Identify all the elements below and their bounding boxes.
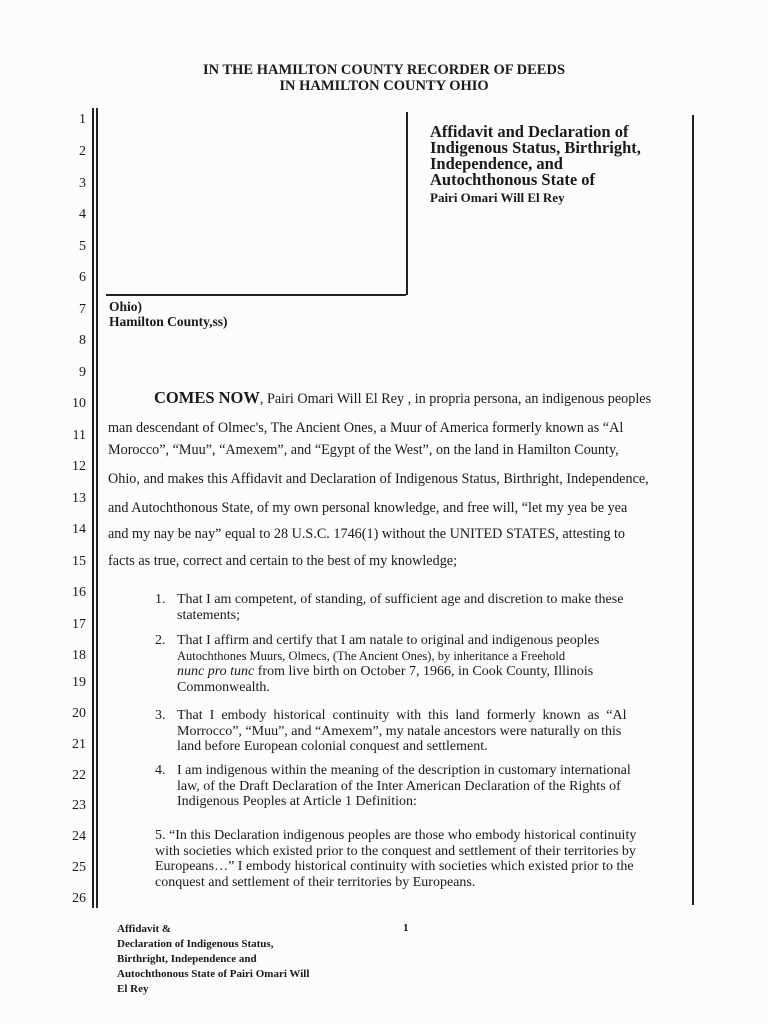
- body-line-3: Morocco”, “Muu”, “Amexem”, and “Egypt of the West”, on the land in Hamilton County,: [108, 442, 619, 458]
- list-item-text: That I affirm and certify that I am natale to original and indigenous peoples: [177, 633, 600, 648]
- list-item: [155, 592, 677, 623]
- line-number: 1: [79, 112, 86, 127]
- line-number: 5: [79, 239, 86, 254]
- line-number: 4: [79, 207, 86, 222]
- title-line3: Independence, and: [430, 154, 563, 173]
- court-header: [0, 62, 768, 94]
- list-item-text: That I embody historical continuity with this land formerly known as “Al: [177, 708, 627, 723]
- list-item-text: Commonwealth.: [177, 679, 270, 695]
- body-line-4: Ohio, and makes this Affidavit and Declaration of Indigenous Status, Birthright, Independence,: [108, 471, 649, 487]
- line-number: 14: [72, 522, 86, 537]
- body-line-1: [154, 388, 651, 408]
- list-item-text: with societies which existed prior to the conquest and settlement of their territories by: [155, 843, 636, 859]
- venue-county: Hamilton County,ss): [109, 314, 228, 329]
- list-item-text: law, of the Draft Declaration of the Inter American Declaration of the Rights of: [177, 778, 621, 794]
- list-item-text-rest: from live birth on October 7, 1966, in Cook County, Illinois: [254, 664, 594, 679]
- body-line-7: facts as true, correct and certain to the best of my knowledge;: [108, 553, 458, 569]
- list-item-text: I am indigenous within the meaning of the description in customary international: [177, 763, 631, 778]
- footer-line: Autochthonous State of Pairi Omari Will: [117, 968, 310, 980]
- list-item: [155, 763, 677, 810]
- footer-line: El Rey: [117, 983, 149, 995]
- line-number: 17: [72, 617, 86, 632]
- caption-box-bottom: [106, 294, 406, 296]
- list-item-text: “In this Declaration indigenous peoples are those who embody historical continuity: [169, 828, 637, 843]
- list-item: [155, 633, 677, 695]
- list-item-number: 1.: [155, 592, 166, 607]
- list-item-text: [177, 664, 677, 680]
- title-name: Pairi Omari Will El Rey: [430, 190, 565, 205]
- line-number: 18: [72, 648, 86, 663]
- list-item-number: 3.: [155, 708, 166, 723]
- title-line2: Indigenous Status, Birthright,: [430, 138, 641, 157]
- title-line4: Autochthonous State of: [430, 170, 596, 189]
- venue-state: Ohio): [109, 299, 143, 314]
- line-number: 10: [72, 396, 86, 411]
- list-item-number: 5.: [155, 828, 166, 843]
- line-number: 3: [79, 176, 86, 191]
- footer-line: Affidavit &: [117, 923, 172, 935]
- line-number: 12: [72, 459, 86, 474]
- venue-caption: [109, 299, 228, 329]
- list-item-text: statements;: [177, 607, 240, 623]
- footer-caption: [117, 922, 309, 997]
- line-number: 24: [72, 829, 86, 844]
- list-item: [155, 708, 687, 755]
- list-item: [155, 828, 685, 890]
- list-item-text: conquest and settlement of their territories by Europeans.: [155, 874, 476, 890]
- document-title: [430, 124, 690, 206]
- comes-now-heading: COMES NOW: [154, 388, 260, 407]
- list-item-text: Indigenous Peoples at Article 1 Definition:: [177, 794, 417, 809]
- line-number: 6: [79, 270, 86, 285]
- list-item-text: Morrocco”, “Muu”, and “Amexem”, my natale ancestors were naturally on this: [177, 723, 622, 739]
- list-item-text: Autochthones Muurs, Olmecs, (The Ancient Ones), by inheritance a Freehold: [177, 648, 566, 663]
- list-item-text: Europeans…” I embody historical continuity with societies which existed prior to the: [155, 859, 634, 874]
- list-item-text: land before European colonial conquest and settlement.: [177, 739, 488, 754]
- list-item-text: That I am competent, of standing, of sufficient age and discretion to make these: [177, 592, 624, 607]
- line-number: 21: [72, 737, 86, 752]
- line-number: 26: [72, 891, 86, 906]
- line-number: 20: [72, 706, 86, 721]
- title-line1: Affidavit and Declaration of: [430, 122, 629, 141]
- court-header-line2: IN HAMILTON COUNTY OHIO: [279, 78, 489, 94]
- line-number: 8: [79, 333, 86, 348]
- page-number: 1: [403, 922, 409, 934]
- line-number: 25: [72, 860, 86, 875]
- line-number: 11: [72, 428, 86, 443]
- left-margin-rule-inner: [96, 108, 98, 908]
- body-line-5: and Autochthonous State, of my own personal knowledge, and free will, “let my yea be yea: [108, 500, 628, 516]
- line-number: 9: [79, 365, 86, 380]
- list-item-number: 2.: [155, 633, 166, 648]
- body-line-2: man descendant of Olmec's, The Ancient Ones, a Muur of America formerly known as “Al: [108, 420, 624, 436]
- line-number: 2: [79, 144, 86, 159]
- line-number: 7: [79, 302, 86, 317]
- footer-line: Birthright, Independence and: [117, 953, 257, 965]
- caption-box-divider: [406, 112, 408, 295]
- nunc-pro-tunc: nunc pro tunc: [177, 664, 255, 679]
- footer-line: Declaration of Indigenous Status,: [117, 938, 274, 950]
- line-number: 22: [72, 768, 86, 783]
- line-number: 19: [72, 675, 86, 690]
- left-margin-rule-outer: [92, 108, 94, 908]
- body-line-6: and my nay be nay” equal to 28 U.S.C. 1746(1) without the UNITED STATES, attesting to: [108, 526, 626, 542]
- line-number: 16: [72, 585, 86, 600]
- court-header-line1: IN THE HAMILTON COUNTY RECORDER OF DEEDS: [202, 62, 566, 78]
- right-margin-rule: [692, 115, 694, 905]
- line-number: 15: [72, 554, 86, 569]
- line-number: 23: [72, 798, 86, 813]
- list-item-number: 4.: [155, 763, 166, 778]
- line-number: 13: [72, 491, 86, 506]
- body-line-1-text: , Pairi Omari Will El Rey , in propria persona, an indigenous peoples: [259, 391, 652, 407]
